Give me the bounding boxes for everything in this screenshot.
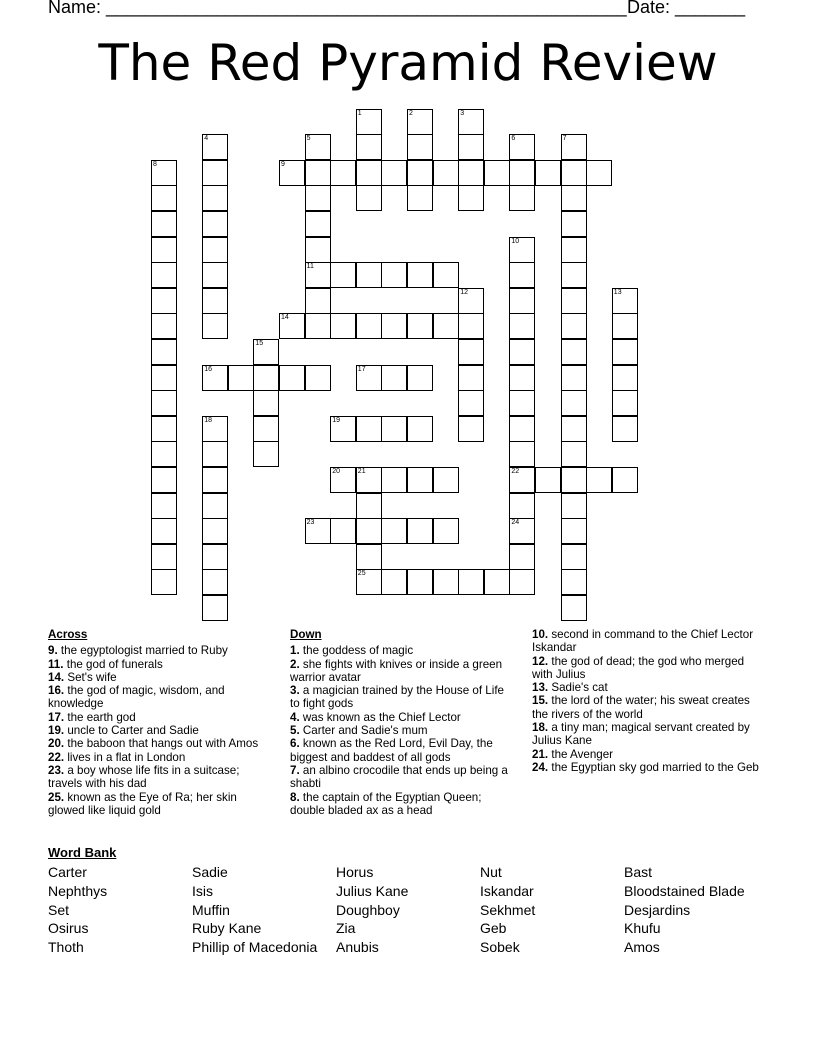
grid-cell[interactable] <box>561 160 587 186</box>
grid-cell[interactable] <box>305 160 331 186</box>
clue-item <box>48 644 268 657</box>
grid-cell[interactable] <box>509 467 535 493</box>
word-bank-item: Osirus <box>48 920 89 937</box>
clue-number: 12 <box>460 288 468 296</box>
grid-cell[interactable] <box>458 339 484 365</box>
grid-cell[interactable] <box>202 134 228 160</box>
clue-number: 22 <box>511 467 520 475</box>
clue-num: 23. <box>48 763 65 777</box>
grid-cell[interactable] <box>484 160 510 186</box>
word-bank-item: Nut <box>480 864 502 880</box>
grid-cell[interactable] <box>356 544 382 570</box>
grid-cell[interactable] <box>612 416 638 442</box>
clue-num: 12. <box>532 654 549 668</box>
clue-number: 6 <box>511 135 516 143</box>
clue-number: 14 <box>281 314 289 322</box>
down-clue-list-continued <box>532 628 767 774</box>
grid-cell[interactable] <box>151 365 177 391</box>
clue-num: 22. <box>48 750 65 764</box>
word-bank-item: Doughboy <box>336 901 400 918</box>
grid-cell[interactable] <box>279 313 305 339</box>
clue-num: 4. <box>290 710 300 724</box>
clue-text: the Egyptian sky god married to the Geb <box>551 760 759 774</box>
word-bank-item: Bast <box>624 864 653 880</box>
grid-cell[interactable] <box>202 211 228 237</box>
word-bank-item: Thoth <box>48 939 84 956</box>
clue-item <box>48 737 268 750</box>
grid-cell[interactable] <box>202 288 228 314</box>
grid-cell[interactable] <box>407 313 433 339</box>
clue-number: 18 <box>204 416 212 424</box>
grid-cell[interactable] <box>202 467 228 493</box>
grid-cell[interactable] <box>151 441 177 467</box>
clue-text: Set's wife <box>67 670 117 684</box>
grid-cell[interactable] <box>407 109 433 135</box>
grid-cell[interactable] <box>202 185 228 211</box>
clue-item <box>48 791 268 818</box>
word-bank-item: Amos <box>624 939 660 956</box>
grid-cell[interactable] <box>561 288 587 314</box>
clue-num: 14. <box>48 670 65 684</box>
grid-cell[interactable] <box>561 544 587 570</box>
grid-cell[interactable] <box>407 185 433 211</box>
grid-cell[interactable] <box>458 365 484 391</box>
grid-cell[interactable] <box>356 518 382 544</box>
clue-num: 1. <box>290 644 300 658</box>
grid-cell[interactable] <box>458 416 484 442</box>
clue-item <box>532 681 767 694</box>
grid-cell[interactable] <box>356 185 382 211</box>
word-bank-item: Sobek <box>480 939 520 956</box>
grid-cell[interactable] <box>407 262 433 288</box>
down-clues <box>290 628 510 817</box>
grid-cell[interactable] <box>330 262 356 288</box>
grid-cell[interactable] <box>561 134 587 160</box>
grid-cell[interactable] <box>561 595 587 621</box>
grid-cell[interactable] <box>202 160 228 186</box>
word-bank-item: Isis <box>192 882 213 899</box>
clue-item <box>290 791 510 818</box>
grid-cell[interactable] <box>458 160 484 186</box>
clue-item <box>290 724 510 737</box>
grid-cell[interactable] <box>356 109 382 135</box>
clue-text: the captain of the Egyptian Queen; double bladed ax as a head <box>290 790 482 817</box>
clue-text: the earth god <box>67 710 136 724</box>
grid-cell[interactable] <box>381 416 407 442</box>
clue-number: 5 <box>306 135 311 143</box>
clue-num: 2. <box>290 657 300 671</box>
clue-num: 25. <box>48 790 65 804</box>
grid-cell[interactable] <box>586 467 612 493</box>
grid-cell[interactable] <box>561 262 587 288</box>
grid-cell[interactable] <box>509 185 535 211</box>
grid-cell[interactable] <box>458 185 484 211</box>
clue-text: Carter and Sadie's mum <box>302 724 428 738</box>
grid-cell[interactable] <box>330 467 356 493</box>
grid-cell[interactable] <box>509 134 535 160</box>
grid-cell[interactable] <box>151 518 177 544</box>
grid-cell[interactable] <box>407 365 433 391</box>
grid-cell[interactable] <box>330 518 356 544</box>
down-heading: Down <box>290 628 322 641</box>
grid-cell[interactable] <box>151 313 177 339</box>
clue-num: 7. <box>290 763 300 777</box>
grid-cell[interactable] <box>433 518 459 544</box>
grid-cell[interactable] <box>561 518 587 544</box>
clue-text: lives in a flat in London <box>67 750 186 764</box>
date-field-label: Date: _______ <box>627 0 746 17</box>
grid-cell[interactable] <box>151 262 177 288</box>
grid-cell[interactable] <box>509 237 535 263</box>
word-bank-item: Nephthys <box>48 882 108 899</box>
grid-cell[interactable] <box>561 237 587 263</box>
clue-item <box>48 684 268 711</box>
grid-cell[interactable] <box>356 313 382 339</box>
grid-cell[interactable] <box>484 569 510 595</box>
grid-cell[interactable] <box>202 569 228 595</box>
grid-cell[interactable] <box>612 390 638 416</box>
clue-num: 8. <box>290 790 300 804</box>
grid-cell[interactable] <box>509 390 535 416</box>
clue-num: 5. <box>290 724 300 738</box>
across-clues <box>48 628 268 817</box>
grid-cell[interactable] <box>509 288 535 314</box>
grid-cell[interactable] <box>561 211 587 237</box>
clue-number: 2 <box>409 109 413 117</box>
grid-cell[interactable] <box>202 313 228 339</box>
clue-item <box>532 655 767 682</box>
grid-cell[interactable] <box>381 160 407 186</box>
grid-cell[interactable] <box>305 518 331 544</box>
clue-num: 9. <box>48 644 58 658</box>
grid-cell[interactable] <box>305 237 331 263</box>
grid-cell[interactable] <box>202 493 228 519</box>
clue-num: 19. <box>48 724 65 738</box>
clue-item <box>290 711 510 724</box>
clue-text: known as the Red Lord, Evil Day, the biggest and baddest of all gods <box>290 737 493 764</box>
clue-item <box>290 737 510 764</box>
grid-cell[interactable] <box>509 160 535 186</box>
grid-cell[interactable] <box>407 134 433 160</box>
grid-cell[interactable] <box>356 365 382 391</box>
grid-cell[interactable] <box>407 160 433 186</box>
grid-cell[interactable] <box>509 339 535 365</box>
grid-cell[interactable] <box>381 467 407 493</box>
grid-cell[interactable] <box>202 544 228 570</box>
grid-cell[interactable] <box>305 365 331 391</box>
word-bank-item: Sekhmet <box>480 901 536 918</box>
clue-item <box>290 764 510 791</box>
grid-cell[interactable] <box>458 134 484 160</box>
clue-item <box>48 711 268 724</box>
grid-cell[interactable] <box>253 390 279 416</box>
grid-cell[interactable] <box>202 365 228 391</box>
clue-item <box>290 658 510 685</box>
grid-cell[interactable] <box>509 493 535 519</box>
grid-cell[interactable] <box>433 262 459 288</box>
clue-text: Sadie's cat <box>551 681 608 695</box>
grid-cell[interactable] <box>509 569 535 595</box>
clue-item <box>290 644 510 657</box>
grid-cell[interactable] <box>151 467 177 493</box>
word-bank-item: Iskandar <box>480 882 534 899</box>
clue-num: 20. <box>48 737 65 751</box>
grid-cell[interactable] <box>151 569 177 595</box>
grid-cell[interactable] <box>253 365 279 391</box>
clue-num: 11. <box>48 657 64 671</box>
grid-cell[interactable] <box>561 493 587 519</box>
grid-cell[interactable] <box>407 518 433 544</box>
grid-cell[interactable] <box>330 160 356 186</box>
grid-cell[interactable] <box>612 365 638 391</box>
clue-item <box>532 721 767 748</box>
clue-num: 18. <box>532 721 549 735</box>
grid-cell[interactable] <box>509 262 535 288</box>
word-bank-item: Horus <box>336 864 374 880</box>
grid-cell[interactable] <box>407 467 433 493</box>
grid-cell[interactable] <box>561 390 587 416</box>
grid-cell[interactable] <box>561 313 587 339</box>
grid-cell[interactable] <box>612 313 638 339</box>
clue-text: the lord of the water; his sweat creates the rivers of the world <box>532 694 750 721</box>
clue-item <box>48 658 268 671</box>
grid-cell[interactable] <box>561 467 587 493</box>
clue-number: 1 <box>357 109 362 117</box>
clue-number: 25 <box>357 570 366 578</box>
down-clue-list <box>290 644 510 817</box>
clue-text: a boy whose life fits in a suitcase; travels with his dad <box>48 763 240 791</box>
word-bank-item: Anubis <box>336 939 379 956</box>
grid-cell[interactable] <box>151 416 177 442</box>
clue-item <box>48 671 268 684</box>
word-bank-item: Zia <box>336 920 356 937</box>
clue-number: 16 <box>204 365 212 373</box>
grid-cell[interactable] <box>356 134 382 160</box>
clue-num: 24. <box>532 760 549 774</box>
grid-cell[interactable] <box>535 467 561 493</box>
grid-cell[interactable] <box>509 416 535 442</box>
word-bank-item: Julius Kane <box>336 882 409 899</box>
clue-item <box>290 684 510 711</box>
grid-cell[interactable] <box>381 313 407 339</box>
grid-cell[interactable] <box>561 416 587 442</box>
grid-cell[interactable] <box>279 365 305 391</box>
grid-cell[interactable] <box>202 441 228 467</box>
grid-cell[interactable] <box>202 595 228 621</box>
clue-item <box>532 761 767 774</box>
grid-cell[interactable] <box>381 365 407 391</box>
grid-cell[interactable] <box>151 493 177 519</box>
clue-num: 3. <box>290 684 300 698</box>
grid-cell[interactable] <box>253 339 279 365</box>
grid-cell[interactable] <box>151 288 177 314</box>
clue-text: the god of funerals <box>66 657 163 671</box>
grid-cell[interactable] <box>407 416 433 442</box>
grid-cell[interactable] <box>151 339 177 365</box>
grid-cell[interactable] <box>509 365 535 391</box>
word-bank-item: Sadie <box>192 864 228 880</box>
grid-cell[interactable] <box>612 288 638 314</box>
grid-cell[interactable] <box>151 544 177 570</box>
clue-number: 3 <box>460 109 465 117</box>
grid-cell[interactable] <box>305 211 331 237</box>
clue-text: uncle to Carter and Sadie <box>67 724 199 738</box>
clue-number: 20 <box>332 467 340 475</box>
grid-cell[interactable] <box>381 569 407 595</box>
across-clue-list <box>48 644 268 817</box>
grid-cell[interactable] <box>253 416 279 442</box>
grid-cell[interactable] <box>458 390 484 416</box>
grid-cell[interactable] <box>228 365 254 391</box>
grid-cell[interactable] <box>356 416 382 442</box>
clue-num: 13. <box>532 681 549 695</box>
word-bank-item: Bloodstained Blade <box>624 882 745 899</box>
clue-num: 6. <box>290 737 300 751</box>
grid-cell[interactable] <box>253 441 279 467</box>
grid-cell[interactable] <box>151 160 177 186</box>
grid-cell[interactable] <box>561 365 587 391</box>
grid-cell[interactable] <box>305 262 331 288</box>
word-bank-item: Khufu <box>624 920 661 937</box>
grid-cell[interactable] <box>202 262 228 288</box>
clue-num: 21. <box>532 747 549 761</box>
across-heading: Across <box>48 628 88 641</box>
grid-cell[interactable] <box>509 518 535 544</box>
clue-number: 15 <box>255 339 264 347</box>
word-bank-item: Muffin <box>192 901 230 918</box>
grid-cell[interactable] <box>561 185 587 211</box>
clue-number: 19 <box>332 416 340 424</box>
clue-item <box>48 751 268 764</box>
clue-number: 13 <box>613 288 622 296</box>
grid-cell[interactable] <box>279 160 305 186</box>
word-bank-item: Set <box>48 901 70 918</box>
clue-number: 9 <box>281 160 285 168</box>
grid-cell[interactable] <box>561 339 587 365</box>
grid-cell[interactable] <box>561 569 587 595</box>
grid-cell[interactable] <box>407 569 433 595</box>
word-bank-heading: Word Bank <box>48 845 117 860</box>
clue-text: she fights with knives or inside a green warrior avatar <box>290 657 503 684</box>
grid-cell[interactable] <box>356 160 382 186</box>
clue-item <box>532 694 767 721</box>
clue-text: the egyptologist married to Ruby <box>60 644 228 658</box>
clue-number: 17 <box>357 365 366 373</box>
grid-cell[interactable] <box>433 160 459 186</box>
name-field-label: Name: ____________________________________________________ <box>48 0 627 17</box>
word-bank-item: Carter <box>48 864 87 880</box>
grid-cell[interactable] <box>458 313 484 339</box>
grid-cell[interactable] <box>202 416 228 442</box>
word-bank-item: Geb <box>480 920 507 937</box>
clue-text: was known as the Chief Lector <box>302 710 461 724</box>
page-title: The Red Pyramid Review <box>98 34 718 92</box>
clue-item <box>532 748 767 761</box>
grid-cell[interactable] <box>202 237 228 263</box>
clue-number: 10 <box>511 237 520 245</box>
grid-cell[interactable] <box>202 518 228 544</box>
grid-cell[interactable] <box>433 313 459 339</box>
grid-cell[interactable] <box>305 134 331 160</box>
grid-cell[interactable] <box>356 467 382 493</box>
clue-text: second in command to the Chief Lector Iskandar <box>532 628 754 655</box>
grid-cell[interactable] <box>381 518 407 544</box>
grid-cell[interactable] <box>305 313 331 339</box>
clue-number: 4 <box>204 135 209 143</box>
clue-text: an albino crocodile that ends up being a shabti <box>290 763 508 791</box>
grid-cell[interactable] <box>458 569 484 595</box>
grid-cell[interactable] <box>151 185 177 211</box>
down-clues-continued <box>532 628 767 774</box>
grid-cell[interactable] <box>330 416 356 442</box>
clue-number: 11 <box>306 263 314 271</box>
clue-number: 7 <box>562 135 567 143</box>
clue-text: the goddess of magic <box>302 644 414 658</box>
word-bank-item: Phillip of Macedonia <box>192 939 318 956</box>
clue-number: 23 <box>306 519 315 527</box>
grid-cell[interactable] <box>433 569 459 595</box>
clue-item <box>532 628 767 655</box>
grid-cell[interactable] <box>356 262 382 288</box>
grid-cell[interactable] <box>458 288 484 314</box>
clue-text: the god of magic, wisdom, and knowledge <box>48 684 225 711</box>
grid-cell[interactable] <box>612 467 638 493</box>
grid-cell[interactable] <box>305 185 331 211</box>
grid-cell[interactable] <box>381 262 407 288</box>
grid-cell[interactable] <box>509 313 535 339</box>
grid-cell[interactable] <box>586 160 612 186</box>
grid-cell[interactable] <box>151 237 177 263</box>
clue-number: 8 <box>153 160 157 168</box>
grid-cell[interactable] <box>151 211 177 237</box>
word-bank-item: Ruby Kane <box>192 920 262 937</box>
grid-cell[interactable] <box>561 441 587 467</box>
grid-cell[interactable] <box>458 109 484 135</box>
grid-cell[interactable] <box>612 339 638 365</box>
clue-num: 16. <box>48 684 65 698</box>
grid-cell[interactable] <box>509 544 535 570</box>
word-bank-item: Desjardins <box>624 901 691 918</box>
grid-cell[interactable] <box>509 441 535 467</box>
clue-number: 21 <box>357 467 366 475</box>
grid-cell[interactable] <box>151 390 177 416</box>
clue-item <box>48 724 268 737</box>
grid-cell[interactable] <box>330 313 356 339</box>
clue-text: the Avenger <box>551 747 614 761</box>
clue-text: known as the Eye of Ra; her skin glowed like liquid gold <box>48 790 237 817</box>
grid-cell[interactable] <box>305 288 331 314</box>
grid-cell[interactable] <box>535 160 561 186</box>
clue-text: a magician trained by the House of Life to fight gods <box>290 684 504 711</box>
clue-item <box>48 764 268 791</box>
clue-num: 10. <box>532 628 549 641</box>
clue-number: 24 <box>511 519 520 527</box>
grid-cell[interactable] <box>433 467 459 493</box>
clue-text: a tiny man; magical servant created by Julius Kane <box>532 721 750 748</box>
grid-cell[interactable] <box>356 493 382 519</box>
clue-text: the god of dead; the god who merged with Julius <box>532 654 745 681</box>
grid-cell[interactable] <box>356 569 382 595</box>
clue-text: the baboon that hangs out with Amos <box>67 737 259 751</box>
clue-num: 15. <box>532 694 549 708</box>
clue-num: 17. <box>48 710 65 724</box>
